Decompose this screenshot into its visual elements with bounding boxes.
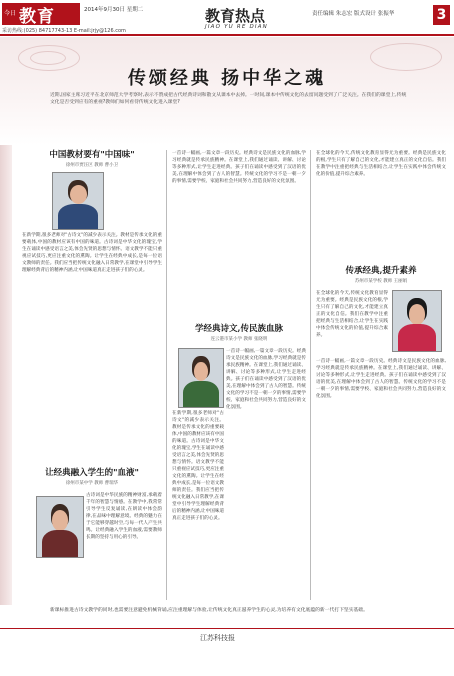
author-photo [36, 496, 84, 558]
author-photo [392, 290, 442, 352]
article-byline: 连云港市某小学 教师 张晓明 [210, 337, 268, 342]
article-byline: 苏州市某学校 教师 王丽娟 [354, 279, 408, 284]
article-body: 在新学期,很多老师对"古诗文"的减少表示关注。教材是传承文化的重要载体,中国的教材应该有中国的味道。古诗词是中华文化的瑰宝,学生在诵读中感受语言之美,体会先贤的思想与情怀。语文教学不能只重视应试技巧,更应注重文化的熏陶。让学生在经典中成长,是每一位语文教师的责任。我们应当把传统文化融入日常教学,在课堂中引导学生理解经典背后的精神内涵,让中国味道真正走进孩子们的心灵。 [172, 411, 224, 521]
hero-band [0, 37, 454, 145]
section-subtitle: JIAO YU RE DIAN [205, 24, 268, 30]
article-title: 让经典融入学生的"血液" [45, 468, 139, 478]
footer-rule [0, 628, 454, 629]
decorative-strip [0, 145, 12, 605]
header-rule [0, 34, 454, 36]
article-body: 一首诗一幅画,一篇文章一段历史。经典诗文是民族文化的血脉,学习经典就是传承民族精神。在课堂上,我们通过诵读、讲解、讨论等多种形式,让学生走进经典。孩子们在诵读中感受到了汉语的优美,在理解中体会到了古人的智慧。传统文化的学习不是一朝一夕的事情,需要学校、家庭和社会共同努力,营造良好的文化氛围。 [316, 359, 446, 399]
article-body: 在新学期,很多老师对"古诗文"的减少表示关注。教材是传承文化的重要载体,中国的教材应该有中国的味道。古诗词是中华文化的瑰宝,学生在诵读中感受语言之美,体会先贤的思想与情怀。语文教学不能只重视应试技巧,更应注重文化的熏陶。让学生在经典中成长,是每一位语文教师的责任。我们应当把传统文化融入日常教学,在课堂中引导学生理解经典背后的精神内涵,让中国味道真正走进孩子们的心灵。 [22, 233, 162, 273]
issue-date: 2014年9月30日 星期二 [84, 7, 144, 13]
brand-small-text: 今日 [4, 10, 17, 17]
brand-title: 教育 [19, 6, 55, 27]
article-body: 古诗词是中华民族的精神财富,承载着千年的智慧与情感。在教学中,我常常引导学生反复诵读,在朗读中体会韵律,在品味中理解意境。经典的魅力在于它能够穿越时空,与每一代人产生共鸣。让经典融入学生的血液,需要教师长期的坚持与用心的引导。 [86, 493, 162, 540]
article-body: 一首诗一幅画,一篇文章一段历史。经典诗文是民族文化的血脉,学习经典就是传承民族精神。在课堂上,我们通过诵读、讲解、讨论等多种形式,让学生走进经典。孩子们在诵读中感受到了汉语的优美,在理解中体会到了古人的智慧。传统文化的学习不是一朝一夕的事情,需要学校、家庭和社会共同努力,营造良好的文化氛围。 [226, 349, 306, 410]
article-title: 传承经典,提升素养 [345, 266, 417, 276]
newspaper-brand [2, 3, 80, 25]
page-number: 3 [433, 5, 450, 25]
article-body: 在全球化的今天,传统文化教育显得尤为重要。经典是民族文化的根,学生只有了解自己的文化,才能建立真正的文化自信。我们在教学中注重把经典与生活相结合,让学生在实践中体会传统文化的价值,提升综合素养。 [316, 151, 446, 177]
contact-line: 采访热线:(025) 84717743-13 E-mail:jrjy@126.com [2, 28, 126, 34]
article-body: 在全球化的今天,传统文化教育显得尤为重要。经典是民族文化的根,学生只有了解自己的文化,才能建立真正的文化自信。我们在教学中注重把经典与生活相结合,让学生在实践中体会传统文化的价值,提升综合素养。 [316, 291, 388, 338]
column-divider [310, 150, 311, 600]
main-headline: 传颂经典 扬中华之魂 [127, 68, 327, 89]
footer-brand: 江苏科技报 [200, 634, 235, 642]
author-photo [178, 348, 224, 408]
article-body: 一首诗一幅画,一篇文章一段历史。经典诗文是民族文化的血脉,学习经典就是传承民族精神。在课堂上,我们通过诵读、讲解、讨论等多种形式,让学生走进经典。孩子们在诵读中感受到了汉语的优美,在理解中体会到了古人的智慧。传统文化的学习不是一朝一夕的事情,需要学校、家庭和社会共同努力,营造良好的文化氛围。 [172, 151, 306, 184]
editor-credits: 责任编辑 朱志宏 版式设计 张振华 [312, 11, 395, 17]
footer-note: 新课标推进古诗文教学的同时,也需要注意避免机械背诵,应注重理解与体验,让传统文化真正滋养学生的心灵,为培养有文化底蕴的新一代打下坚实基础。 [50, 608, 368, 613]
author-photo [52, 172, 104, 230]
column-divider [166, 150, 167, 600]
article-title: 学经典诗文,传民族血脉 [195, 324, 283, 334]
section-title: 教育热点 [205, 7, 266, 25]
lead-paragraph: 近期,国家主席习近平在北京师范大学考察时,表示不赞成把古代经典诗词和散文从课本中去掉。一时间,课本中传统文化的去留问题受到了广泛关注。在我们的课堂上,传统文化是否受到应有的重视?教师们如何看待传统文化进入课堂? [50, 93, 407, 105]
article-title: 中国教材要有"中国味" [49, 150, 135, 160]
article-byline: 徐州市某中学 教师 曹瑞华 [65, 481, 119, 486]
decorative-cloud-icon [30, 51, 66, 65]
article-byline: 徐州市贾汪区 教师 曹小卫 [65, 163, 119, 168]
